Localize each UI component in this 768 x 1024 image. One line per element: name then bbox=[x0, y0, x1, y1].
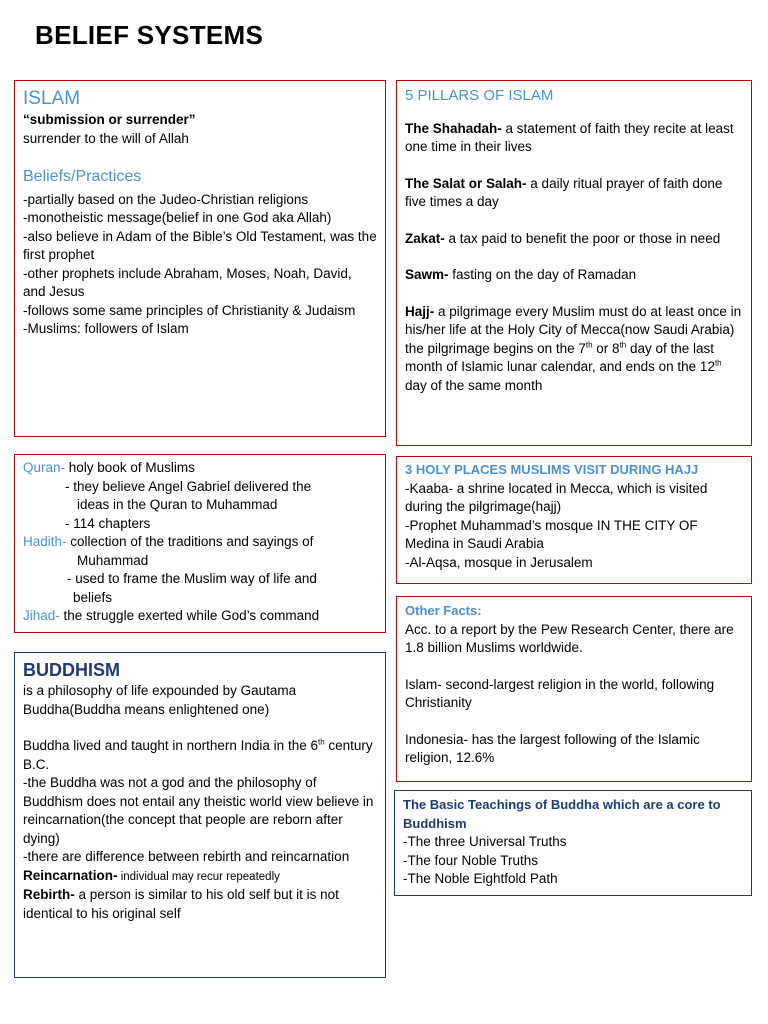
islam-belief-item: -partially based on the Judeo-Christian religions bbox=[23, 191, 309, 207]
pillar-term: Hajj- bbox=[405, 303, 435, 319]
pillar-text: day of the same month bbox=[405, 377, 543, 393]
buddhism-box bbox=[14, 652, 386, 978]
other-facts-box bbox=[396, 596, 752, 782]
islam-belief-item: -other prophets include Abraham, Moses, Noah, David, and Jesus bbox=[23, 265, 352, 299]
rebirth-line bbox=[23, 886, 377, 923]
pillars-box bbox=[396, 80, 752, 446]
ordinal-suffix: th bbox=[714, 358, 722, 368]
ordinal-suffix: th bbox=[619, 340, 627, 349]
hadith-text: collection of the traditions and sayings of bbox=[66, 534, 314, 549]
other-facts-heading: Other Facts: bbox=[405, 603, 482, 618]
buddhism-para: -the Buddha was not a god and the philosophy of Buddhism does not entail any theistic world view believe in reincarnation(the concept that people are reborn after dying) bbox=[23, 775, 374, 846]
ordinal-suffix: th bbox=[585, 340, 593, 349]
pillar-text: a tax paid to benefit the poor or those in need bbox=[444, 230, 721, 246]
quran-item: - 114 chapters bbox=[65, 515, 151, 531]
pillar-text: fasting on the day of Ramadan bbox=[448, 267, 637, 282]
holy-place-item: -Prophet Muhammad’s mosque IN THE CITY OF Medina in Saudi Arabia bbox=[405, 517, 698, 551]
jihad-term: Jihad- bbox=[23, 608, 60, 623]
islam-belief-item: -Muslims: followers of Islam bbox=[23, 321, 189, 336]
quran-item: - they believe Angel Gabriel delivered the bbox=[65, 478, 312, 494]
pillar-text: day of the last month of Islamic lunar calendar, and ends on the 12 bbox=[405, 340, 715, 374]
pillar-zakat bbox=[405, 230, 743, 249]
reincarnation-term: Reincarnation- bbox=[23, 867, 118, 883]
buddhism-text: century B.C. bbox=[23, 738, 373, 772]
islam-box bbox=[14, 80, 386, 437]
holy-places-box bbox=[396, 456, 752, 584]
pillar-term: The Salat or Salah- bbox=[405, 175, 527, 191]
holy-places-heading: 3 HOLY PLACES MUSLIMS VISIT DURING HAJJ bbox=[405, 462, 699, 477]
islam-belief-item: -monotheistic message(belief in one God aka Allah) bbox=[23, 210, 332, 225]
pillars-heading: 5 PILLARS OF ISLAM bbox=[405, 87, 554, 104]
pillar-hajj bbox=[405, 303, 743, 396]
pillar-salat bbox=[405, 175, 743, 212]
buddhism-para bbox=[23, 737, 377, 774]
islam-belief-item: -follows some same principles of Christianity & Judaism bbox=[23, 302, 356, 318]
buddhism-text: Buddha lived and taught in northern India in the 6 bbox=[23, 738, 318, 753]
teaching-item: -The Noble Eightfold Path bbox=[403, 871, 558, 886]
quran-item: ideas in the Quran to Muhammad bbox=[77, 497, 278, 512]
fact-item: Indonesia- has the largest following of the Islamic religion, 12.6% bbox=[405, 731, 700, 765]
buddhism-para: -there are difference between rebirth and reincarnation bbox=[23, 849, 350, 864]
teaching-item: -The four Noble Truths bbox=[403, 852, 539, 868]
hadith-line bbox=[23, 533, 377, 552]
islam-meaning-detail: surrender to the will of Allah bbox=[23, 130, 189, 146]
pillar-term: Zakat- bbox=[405, 230, 445, 246]
pillar-text: a pilgrimage every Muslim must do at least once in his/her life at the Holy City of Mecca(now Saudi Arabia) the pilgrimage begins on the 7 bbox=[405, 303, 742, 356]
teachings-heading: The Basic Teachings of Buddha which are a core to Buddhism bbox=[403, 797, 721, 831]
beliefs-heading: Beliefs/Practices bbox=[23, 168, 142, 185]
islam-belief-item: -also believe in Adam of the Bible’s Old Testament, was the first prophet bbox=[23, 228, 377, 262]
hadith-text-cont: Muhammad bbox=[77, 552, 149, 568]
pillar-text: a daily ritual prayer of faith done five times a day bbox=[405, 175, 723, 209]
ordinal-suffix: th bbox=[317, 737, 325, 747]
pillar-term: Sawm- bbox=[405, 267, 449, 282]
reincarnation-line bbox=[23, 867, 377, 887]
jihad-line bbox=[23, 607, 377, 626]
sacred-texts-box bbox=[14, 454, 386, 633]
hadith-item: - used to frame the Muslim way of life and bbox=[67, 571, 317, 586]
teachings-box bbox=[394, 790, 752, 896]
pillar-shahadah bbox=[405, 120, 743, 157]
quran-line bbox=[23, 459, 377, 478]
buddhism-intro: is a philosophy of life expounded by Gautama Buddha(Buddha means enlightened one) bbox=[23, 683, 297, 717]
pillar-term: The Shahadah- bbox=[405, 120, 502, 136]
quran-term: Quran- bbox=[23, 460, 66, 475]
islam-heading: ISLAM bbox=[23, 88, 81, 109]
pillar-text: a statement of faith they recite at least one time in their lives bbox=[405, 120, 734, 154]
holy-place-item: -Kaaba- a shrine located in Mecca, which is visited during the pilgrimage(hajj) bbox=[405, 480, 708, 514]
islam-meaning: “submission or surrender” bbox=[23, 112, 196, 127]
quran-text: holy book of Muslims bbox=[65, 460, 195, 475]
hadith-term: Hadith- bbox=[23, 534, 67, 549]
fact-item: Acc. to a report by the Pew Research Center, there are 1.8 billion Muslims worldwide. bbox=[405, 621, 734, 655]
jihad-text: the struggle exerted while God’s command bbox=[59, 608, 320, 623]
page-title: BELIEF SYSTEMS bbox=[35, 20, 264, 50]
reincarnation-text: individual may recur repeatedly bbox=[117, 870, 280, 883]
holy-place-item: -Al-Aqsa, mosque in Jerusalem bbox=[405, 554, 593, 570]
rebirth-term: Rebirth- bbox=[23, 887, 75, 902]
fact-item: Islam- second-largest religion in the world, following Christianity bbox=[405, 676, 715, 710]
hadith-item: beliefs bbox=[73, 589, 113, 605]
teaching-item: -The three Universal Truths bbox=[403, 834, 567, 849]
rebirth-text: a person is similar to his old self but it is not identical to his original self bbox=[23, 887, 339, 921]
pillar-sawm bbox=[405, 266, 743, 285]
buddhism-heading: BUDDHISM bbox=[23, 660, 120, 680]
pillar-text: or 8 bbox=[592, 340, 620, 356]
